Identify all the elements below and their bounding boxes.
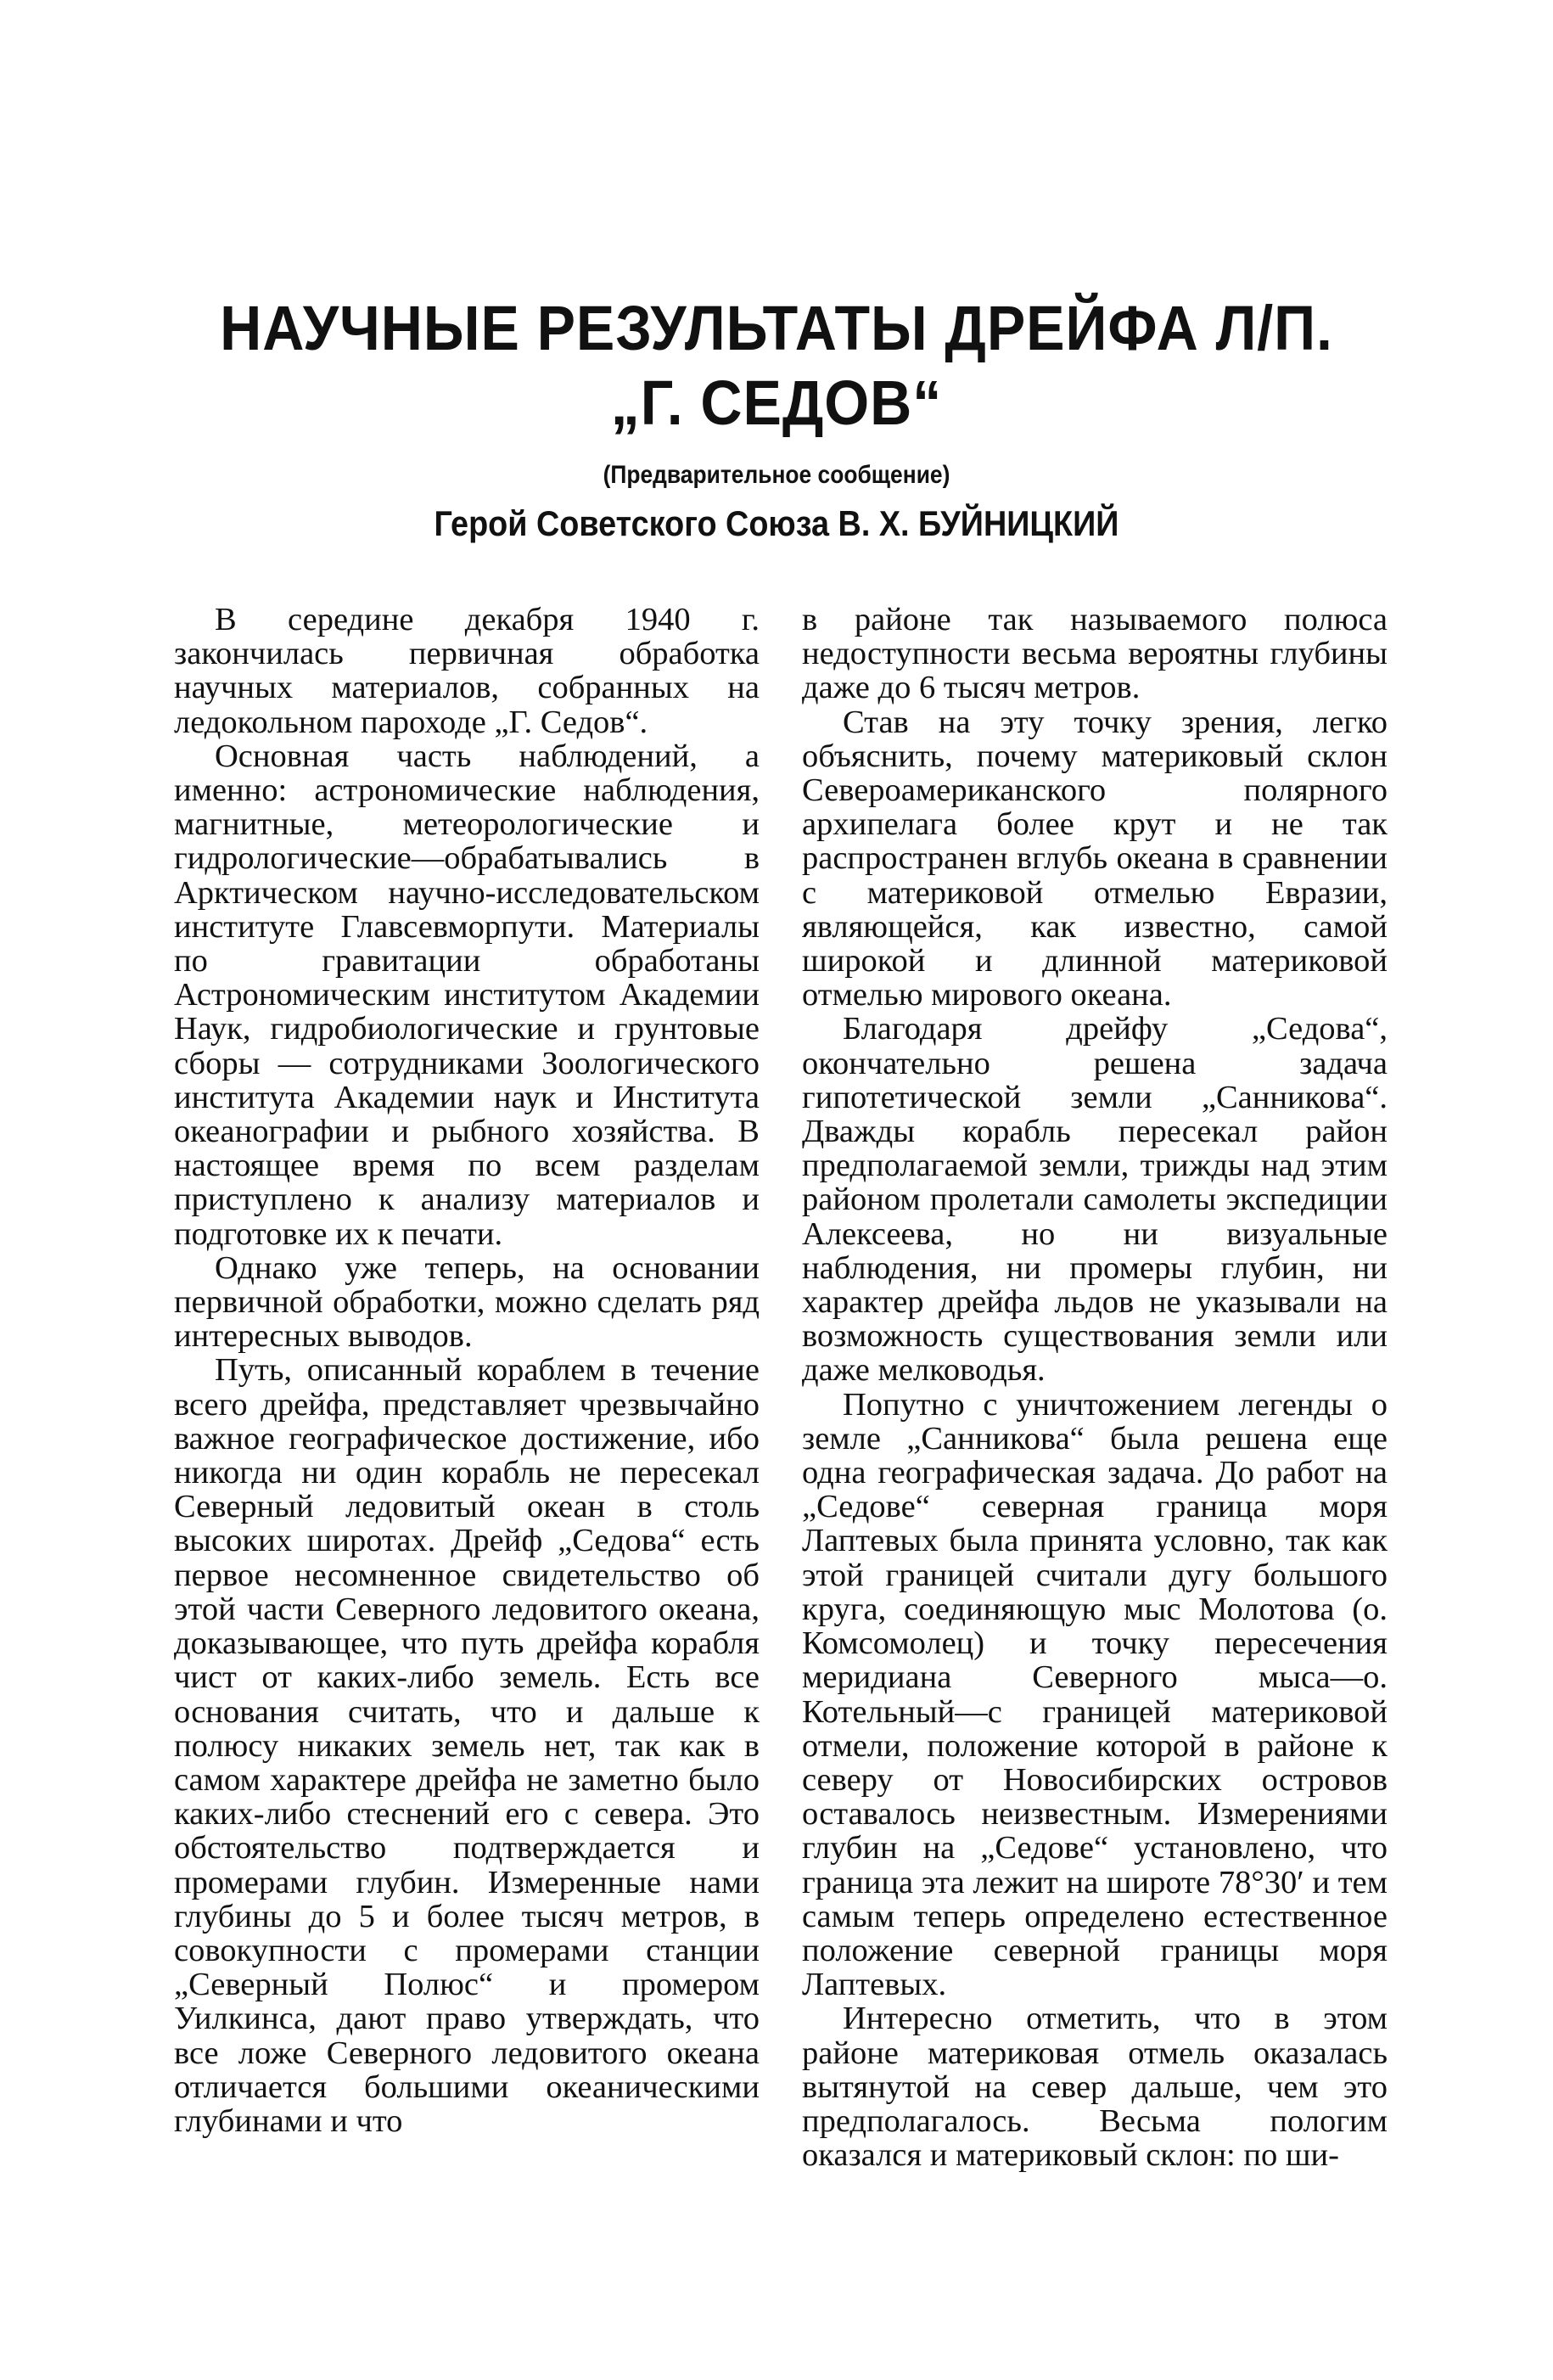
paragraph: В середине декабря 1940 г. закончилась первичная обработка научных материалов, собранных на ледокольном пароходе „Г. Седов“. xyxy=(174,602,760,740)
right-column xyxy=(802,603,1388,2172)
article-subtitle: (Предварительное сообщение) xyxy=(603,461,950,489)
title-line-2: „Г. СЕДОВ“ xyxy=(610,368,943,438)
paragraph: Однако уже теперь, на основании первичной обработки, можно сделать ряд интересных выводов. xyxy=(174,1249,760,1355)
title-line-1: НАУЧНЫЕ РЕЗУЛЬТАТЫ ДРЕЙФА Л/П. xyxy=(220,293,1333,363)
paragraph: Попутно с уничтожением легенды о земле „Санникова“ была решена еще одна географическая задача. До работ на „Седове“ северная граница моря Лаптевых была принята условно, так как этой границей считали дугу большого круга, соединяющую мыс Молотова (о. Комсомолец) и точку пересечения меридиана Северного мыса—о. Котельный—с границей материковой отмели, положение которой в районе к северу от Новосибирских островов оставалось неизвестным. Измерениями глубин на „Седове“ установлено, что граница эта лежит на широте 78°30′ и тем самым теперь определено естественное положение северной границы моря Лаптевых. xyxy=(802,1386,1388,2003)
paragraph: Путь, описанный кораблем в течение всего дрейфа, представляет чрезвычайно важное географическое достижение, ибо никогда ни один корабль не пересекал Северный ледовитый океан в столь высоких широтах. Дрейф „Седова“ есть первое несомненное свидетельство об этой части Северного ледовитого океана, доказывающее, что путь дрейфа корабля чист от каких-либо земель. Есть все основания считать, что и дальше к полюсу никаких земель нет, так как в самом характере дрейфа не заметно было каких-либо стеснений его с севера. Это обстоятельство подтверждается и промерами глубин. Измеренные нами глубины до 5 и более тысяч метров, в совокупности с промерами станции „Северный Полюс“ и промером Уилкинса, дают право утверждать, что все ложе Северного ледовитого океана отличается большими океаническими глубинами и что xyxy=(174,1352,760,2139)
paragraph: Став на эту точку зрения, легко объяснить, почему материковый склон Североамериканского полярного архипелага более крут и не так распространен вглубь океана в сравнении с материковой отмелью Евразии, являющейся, как известно, самой широкой и длинной материковой отмелью мирового океана. xyxy=(802,704,1388,1013)
paragraph-continued: в районе так называемого полюса недоступности весьма вероятны глубины даже до 6 тысяч метров. xyxy=(802,602,1388,706)
paragraph: Основная часть наблюдений, а именно: астрономические наблюдения, магнитные, метеорологические и гидрологические—обрабатывались в Арктическом научно-исследовательском институте Главсевморпути. Материалы по гравитации обработаны Астрономическим институтом Академии Наук, гидробиологические и грунтовые сборы — сотрудниками Зоологического института Академии наук и Института океанографии и рыбного хозяйства. В настоящее время по всем разделам приступлено к анализу материалов и подготовке их к печати. xyxy=(174,738,760,1252)
paragraph: Интересно отметить, что в этом районе материковая отмель оказалась вытянутой на север дальше, чем это предполагалось. Весьма пологим оказался и материковый склон: по ши- xyxy=(802,2001,1388,2174)
article-header xyxy=(0,293,1553,544)
paragraph: Благодаря дрейфу „Седова“, окончательно решена задача гипотетической земли „Санникова“. Дважды корабль пересекал район предполагаемой земли, трижды над этим районом пролетали самолеты экспедиции Алексеева, но ни визуальные наблюдения, ни промеры глубин, ни характер дрейфа льдов не указывали на возможность существования земли или даже мелководья. xyxy=(802,1011,1388,1389)
left-column xyxy=(174,603,760,2172)
article-body xyxy=(174,603,1388,2172)
article-title xyxy=(62,293,1491,439)
author-byline: Герой Советского Союза В. Х. БУЙНИЦКИЙ xyxy=(434,503,1119,543)
